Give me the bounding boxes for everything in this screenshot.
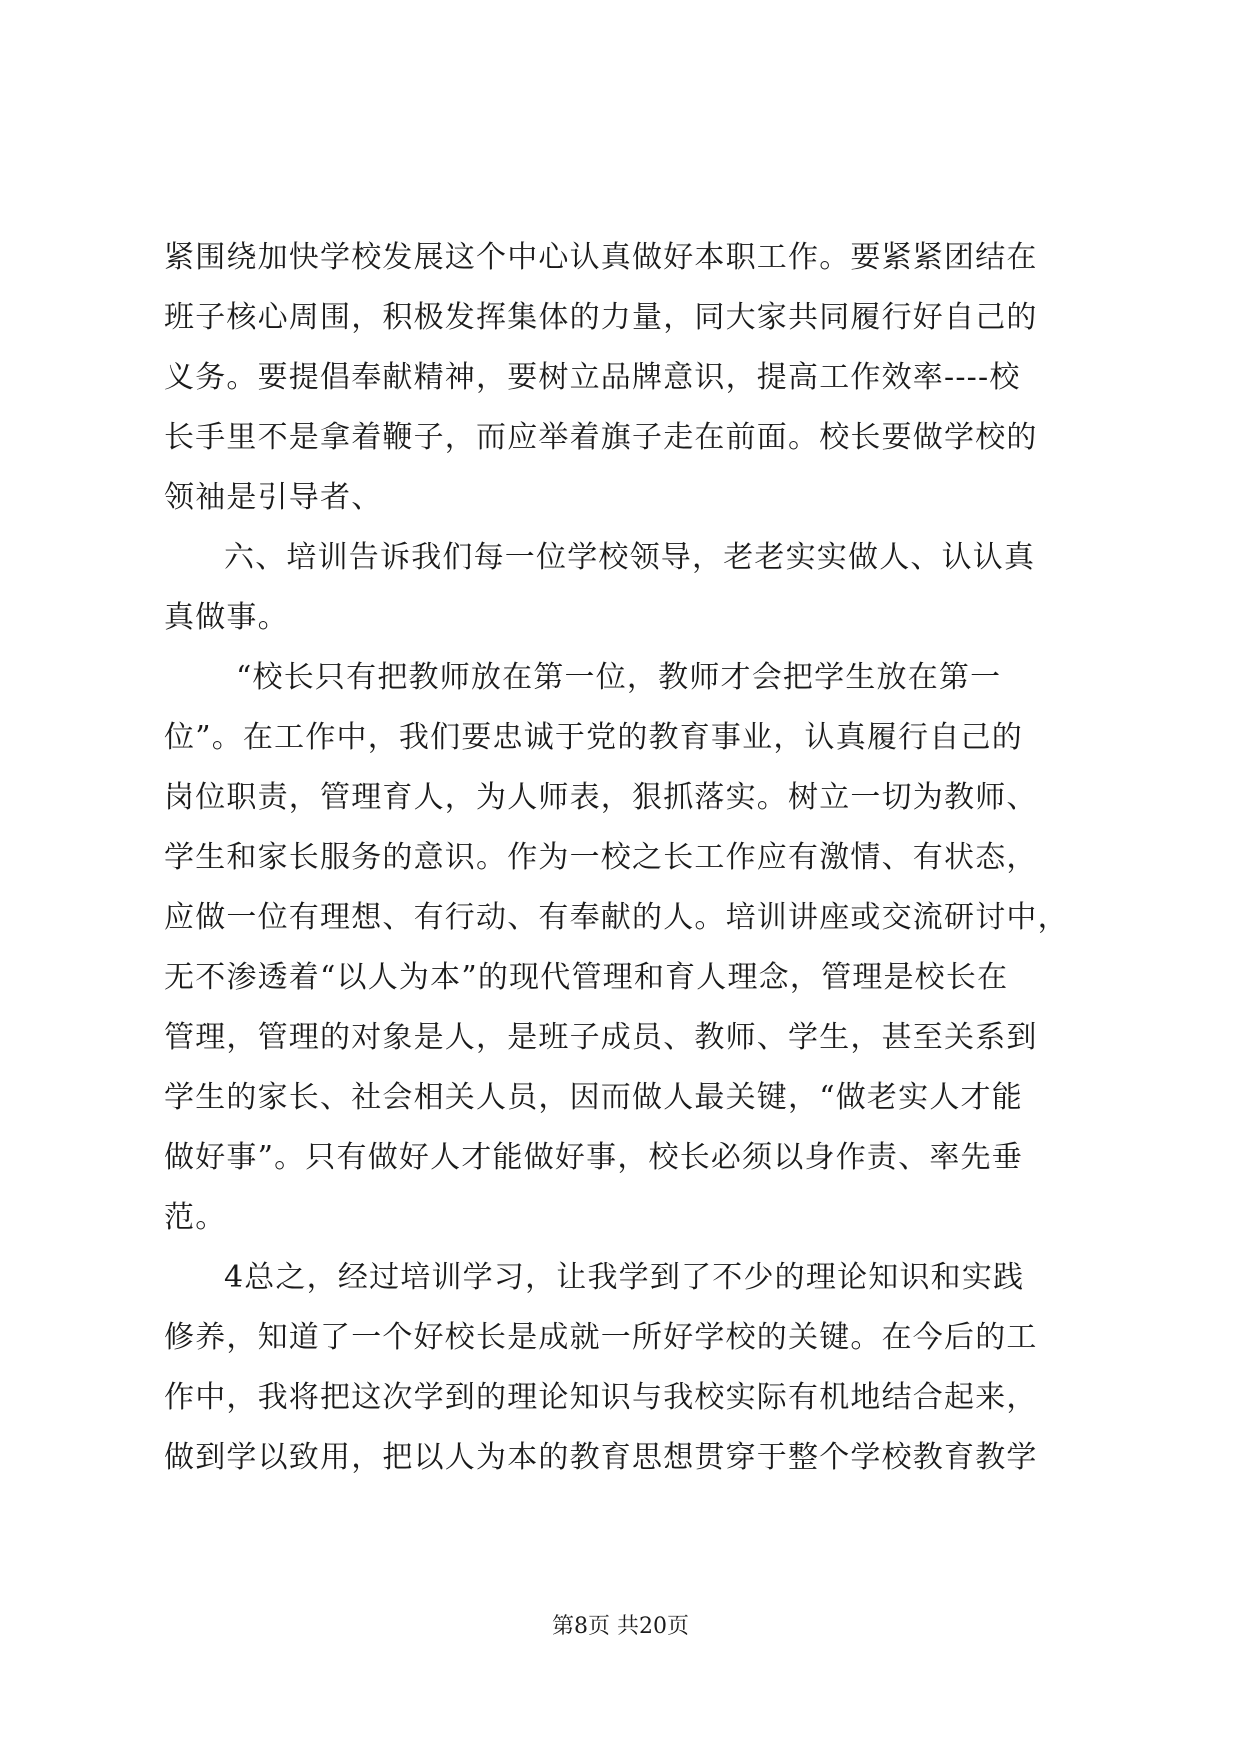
text-line: 岗位职责，管理育人，为人师表，狠抓落实。树立一切为教师、 (164, 780, 1038, 815)
text-line: 修养，知道了一个好校长是成就一所好学校的关键。在今后的工 (164, 1320, 1038, 1355)
text-line: 紧围绕加快学校发展这个中心认真做好本职工作。要紧紧团结在 (164, 240, 1038, 275)
page-number-footer: 第8页 共20页 (552, 1614, 689, 1639)
text-line: 真做事。 (164, 600, 289, 635)
text-line: 学生和家长服务的意识。作为一校之长工作应有激情、有状态， (164, 840, 1038, 875)
text-line: 应做一位有理想、有行动、有奉献的人。培训讲座或交流研讨中， (164, 900, 1069, 935)
body-text (164, 228, 1084, 1488)
text-line: 做到学以致用，把以人为本的教育思想贯穿于整个学校教育教学 (164, 1440, 1038, 1475)
paragraph-start-line: 4总之，经过培训学习，让我学到了不少的理论知识和实践 (224, 1260, 1025, 1295)
text-line: 无不渗透着“以人为本”的现代管理和育人理念，管理是校长在 (164, 960, 1009, 995)
text-line: 位”。在工作中，我们要忠诚于党的教育事业，认真履行自己的 (164, 720, 1023, 755)
text-line: 义务。要提倡奉献精神，要树立品牌意识，提高工作效率----校 (164, 360, 1021, 395)
paragraph-start-line: “校长只有把教师放在第一位，教师才会把学生放在第一 (236, 660, 1002, 695)
text-line: 管理，管理的对象是人，是班子成员、教师、学生，甚至关系到 (164, 1020, 1038, 1055)
text-line: 学生的家长、社会相关人员，因而做人最关键，“做老实人才能 (164, 1080, 1023, 1115)
text-line: 领袖是引导者、 (164, 480, 383, 515)
text-line: 做好事”。只有做好人才能做好事，校长必须以身作责、率先垂 (164, 1140, 1023, 1175)
text-line: 长手里不是拿着鞭子，而应举着旗子走在前面。校长要做学校的 (164, 420, 1038, 455)
text-line: 范。 (164, 1200, 227, 1235)
text-line: 作中，我将把这次学到的理论知识与我校实际有机地结合起来， (164, 1380, 1038, 1415)
paragraph-start-line: 六、培训告诉我们每一位学校领导，老老实实做人、认认真 (224, 540, 1036, 575)
text-line: 班子核心周围，积极发挥集体的力量，同大家共同履行好自己的 (164, 300, 1038, 335)
